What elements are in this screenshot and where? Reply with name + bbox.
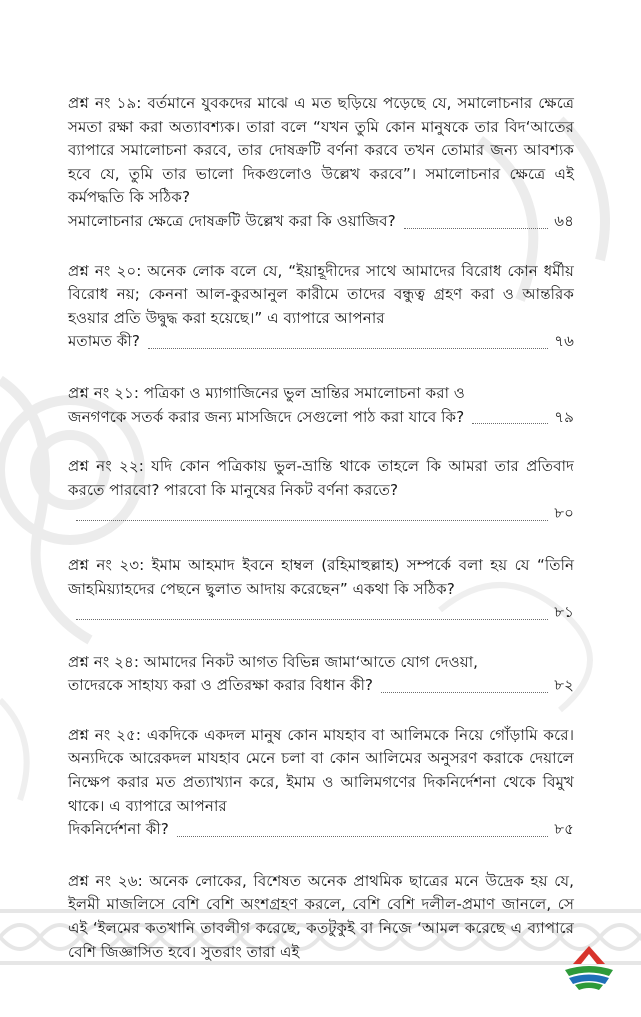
question-label: প্রশ্ন নং ২১:: [68, 383, 139, 402]
question-text-last-line: দিকনির্দেশনা কী?: [68, 820, 169, 839]
question-20: [68, 260, 574, 354]
toc-line: [68, 502, 574, 526]
question-24: [68, 651, 574, 698]
question-list: [68, 92, 574, 990]
toc-line: [68, 601, 574, 625]
question-text: অনেক লোক বলে যে, “ইয়াহূদীদের সাথে আমাদের বিরোধ কোন ধর্মীয় বিরোধ নয়; কেননা আল-কুরআনুল কারীমে তাদের বন্ধুত্ব গ্রহণ করা ও আন্তরিক হওয়ার প্রতি উদ্বুদ্ধ করা হয়েছে।” এ ব্যাপারে আপনার: [68, 261, 574, 327]
question-23: [68, 554, 574, 625]
question-label: প্রশ্ন নং ২৪:: [68, 652, 139, 671]
publisher-logo-icon: [561, 942, 617, 992]
question-label: প্রশ্ন নং ১৯:: [68, 94, 142, 112]
toc-line: [68, 818, 574, 842]
page-number[interactable]: ৮২: [554, 676, 574, 695]
question-text-last-line: সমালোচনার ক্ষেত্রে দোষক্রটি উল্লেখ করা কি ওয়াজিব?: [68, 211, 396, 230]
toc-line: [68, 210, 574, 234]
page-number[interactable]: ৮০: [554, 504, 574, 523]
question-22: [68, 455, 574, 526]
dot-leader: [148, 347, 548, 349]
dot-leader: [76, 519, 548, 521]
question-label: প্রশ্ন নং ২০:: [68, 261, 142, 280]
question-text: যদি কোন পত্রিকায় ভুল-ভ্রান্তি থাকে তাহলে কি আমরা তার প্রতিবাদ করতে পারবো? পারবো কি মানুষের নিকট বর্ণনা করতে?: [68, 457, 575, 499]
question-text: আমাদের নিকট আগত বিভিন্ন জামা‘আতে যোগ দেওয়া,: [143, 652, 478, 671]
question-text: একদিকে একদল মানুষ কোন মাযহাব বা আলিমকে নিয়ে গোঁড়ামি করে। অন্যদিকে আরেকদল মাযহাব মেনে চলা বা কোন আলিমের অনুসরণ করাকে দেয়ালে নিক্ষেপ করার মত প্রত্যাখ্যান করে, ইমাম ও আলিমগণের দিকনির্দেশনা থেকে বিমুখ থাকে। এ ব্যাপারে আপনার: [68, 725, 575, 815]
question-25: [68, 724, 574, 842]
dot-leader: [472, 422, 548, 424]
page-number[interactable]: ৮৫: [554, 820, 574, 839]
dot-leader: [404, 227, 549, 229]
question-label: প্রশ্ন নং ২৫:: [68, 725, 142, 744]
page-number[interactable]: ৮১: [554, 603, 574, 622]
question-text: অনেক লোকের, বিশেষত অনেক প্রাথমিক ছাত্রের মনে উদ্রেক হয় যে, ইলমী মাজলিসে বেশি বেশি অংশগ্রহণ করলে, বেশি বেশি দলীল-প্রমাণ জানলে, সে এই ‘ইলমের কতখানি তাবলীগ করেছে, কতটুকুই বা নিজে ‘আমল করেছে এ ব্যাপারে বেশি জিজ্ঞাসিত হবে। সুতরাং তারা এই: [68, 871, 574, 961]
page-number[interactable]: ৭৯: [554, 407, 574, 426]
question-label: প্রশ্ন নং ২২:: [68, 457, 144, 476]
question-text-last-line: মতামত কী?: [68, 332, 140, 351]
dot-leader: [381, 691, 548, 693]
question-19: [68, 92, 574, 234]
question-26: [68, 870, 574, 964]
toc-line: [68, 674, 574, 698]
question-text: পত্রিকা ও ম্যাগাজিনের ভুল ভ্রান্তির সমালোচনা করা ও: [143, 383, 465, 402]
toc-line: [68, 330, 574, 354]
toc-line: [68, 406, 574, 430]
question-label: প্রশ্ন নং ২৩:: [68, 555, 145, 574]
question-text-last-line: জনগণকে সতর্ক করার জন্য মাসজিদে সেগুলো পাঠ করা যাবে কি?: [68, 407, 465, 426]
question-text-last-line: তাদেরকে সাহায্য করা ও প্রতিরক্ষা করার বিধান কী?: [68, 676, 373, 695]
question-text: বর্তমানে যুবকদের মাঝে এ মত ছড়িয়ে পড়েছে যে, সমালোচনার ক্ষেত্রে সমতা রক্ষা করা অত্যাবশ্যক। তারা বলে “যখন তুমি কোন মানুষকে তার বিদ‘আতের ব্যাপারে সমালোচনা করবে, তার দোষক্রটি বর্ণনা করবে তখন তোমার জন্য আবশ্যক হবে যে, তুমি তার ভালো দিকগুলোও উল্লেখ করবে”। সমালোচনার ক্ষেত্রে এই কর্মপদ্ধতি কি সঠিক?: [68, 94, 574, 207]
question-21: [68, 382, 574, 429]
question-label: প্রশ্ন নং ২৬:: [68, 871, 143, 890]
question-text: ইমাম আহমাদ ইবনে হাম্বল (রহিমাহুল্লাহ) সম্পর্কে বলা হয় যে “তিনি জাহমিয়্যাহদের পেছনে ছ্বলাত আদায় করেছেন” একথা কি সঠিক?: [68, 555, 575, 598]
page-number[interactable]: ৬৪: [554, 211, 574, 230]
dot-leader: [76, 618, 548, 620]
page-number[interactable]: ৭৬: [554, 332, 574, 351]
dot-leader: [177, 835, 549, 837]
